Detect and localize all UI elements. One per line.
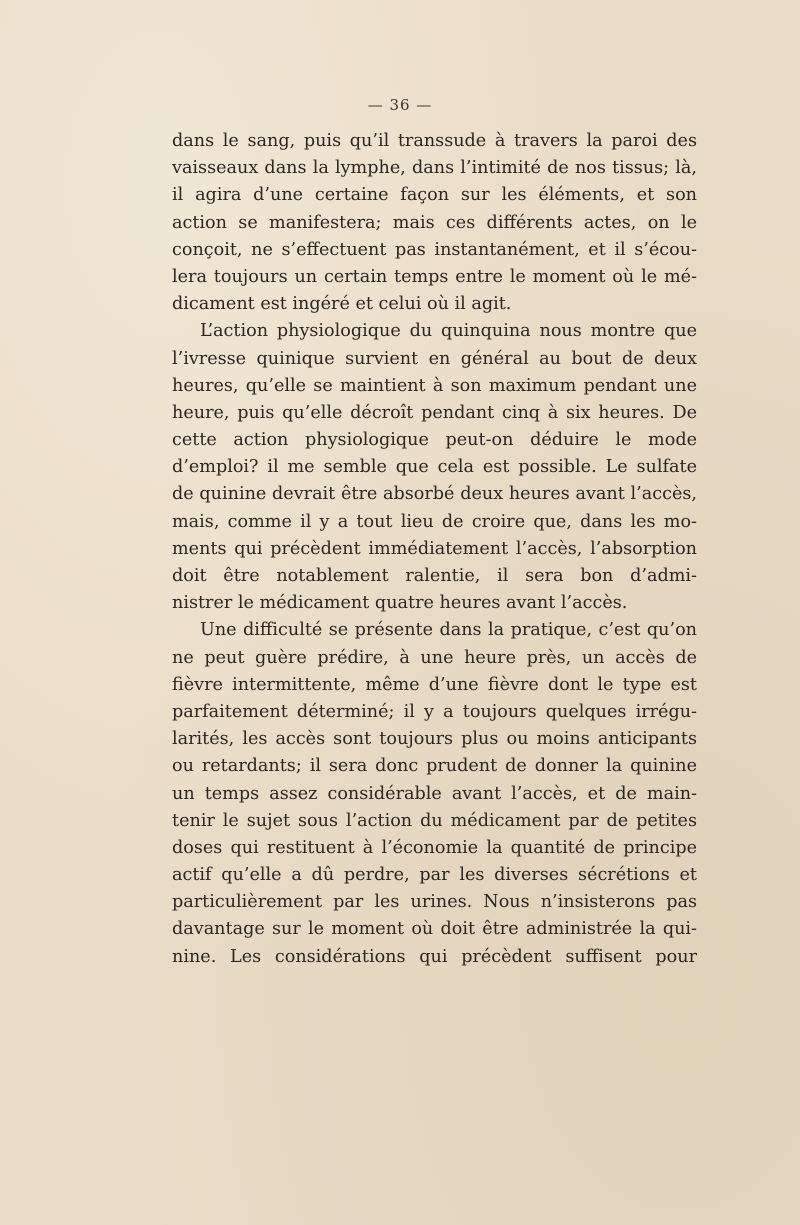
text-line: ou retardants; il sera donc prudent de donner la quinine: [172, 756, 697, 777]
text-line: heures, qu’elle se maintient à son maximum pendant une: [172, 375, 697, 396]
text-line: nine. Les considérations qui précèdent suffisent pour: [172, 946, 697, 967]
body-text: [172, 128, 697, 971]
text-line: un temps assez considérable avant l’accès, et de main-: [172, 783, 697, 804]
text-line: fièvre intermittente, même d’une fièvre dont le type est: [172, 674, 697, 695]
text-line: larités, les accès sont toujours plus ou moins anticipants: [172, 729, 697, 750]
text-line: conçoit, ne s’effectuent pas instantanément, et il s’écou-: [172, 239, 697, 260]
text-line: doses qui restituent à l’économie la quantité de principe: [172, 837, 697, 858]
text-line: action se manifestera; mais ces différents actes, on le: [172, 212, 697, 233]
text-line: ne peut guère prédire, à une heure près, un accès de: [172, 647, 697, 668]
text-line: nistrer le médicament quatre heures avant l’accès.: [172, 593, 628, 614]
text-line: davantage sur le moment où doit être administrée la qui-: [172, 919, 697, 940]
text-line: parfaitement déterminé; il y a toujours quelques irrégu-: [172, 701, 697, 722]
text-line: dans le sang, puis qu’il transsude à travers la paroi des: [172, 131, 697, 151]
text-line: mais, comme il y a tout lieu de croire que, dans les mo-: [172, 511, 697, 532]
text-line: actif qu’elle a dû perdre, par les diverses sécrétions et: [172, 865, 697, 886]
text-line: de quinine devrait être absorbé deux heures avant l’accès,: [172, 484, 697, 505]
text-line: particulièrement par les urines. Nous n’insisterons pas: [172, 892, 697, 913]
text-line: Une difficulté se présente dans la pratique, c’est qu’on: [200, 620, 697, 641]
text-line: il agira d’une certaine façon sur les éléments, et son: [172, 185, 697, 206]
text-line: tenir le sujet sous l’action du médicament par de petites: [172, 810, 697, 831]
page-number: — 36 —: [367, 96, 433, 114]
text-line: heure, puis qu’elle décroît pendant cinq à six heures. De: [172, 402, 697, 423]
text-line: d’emploi? il me semble que cela est possible. Le sulfate: [172, 457, 697, 478]
text-line: ments qui précèdent immédiatement l’accès, l’absorption: [172, 538, 697, 559]
text-line: L’action physiologique du quinquina nous montre que: [200, 321, 697, 342]
text-line: doit être notablement ralentie, il sera bon d’admi-: [172, 566, 697, 586]
text-line: cette action physiologique peut-on déduire le mode: [172, 430, 697, 451]
text-line: l’ivresse quinique survient en général au bout de deux: [172, 348, 697, 369]
text-line: vaisseaux dans la lymphe, dans l’intimité de nos tissus; là,: [172, 158, 697, 179]
text-line: dicament est ingéré et celui où il agit.: [172, 294, 512, 315]
text-line: lera toujours un certain temps entre le moment où le mé-: [172, 266, 697, 287]
